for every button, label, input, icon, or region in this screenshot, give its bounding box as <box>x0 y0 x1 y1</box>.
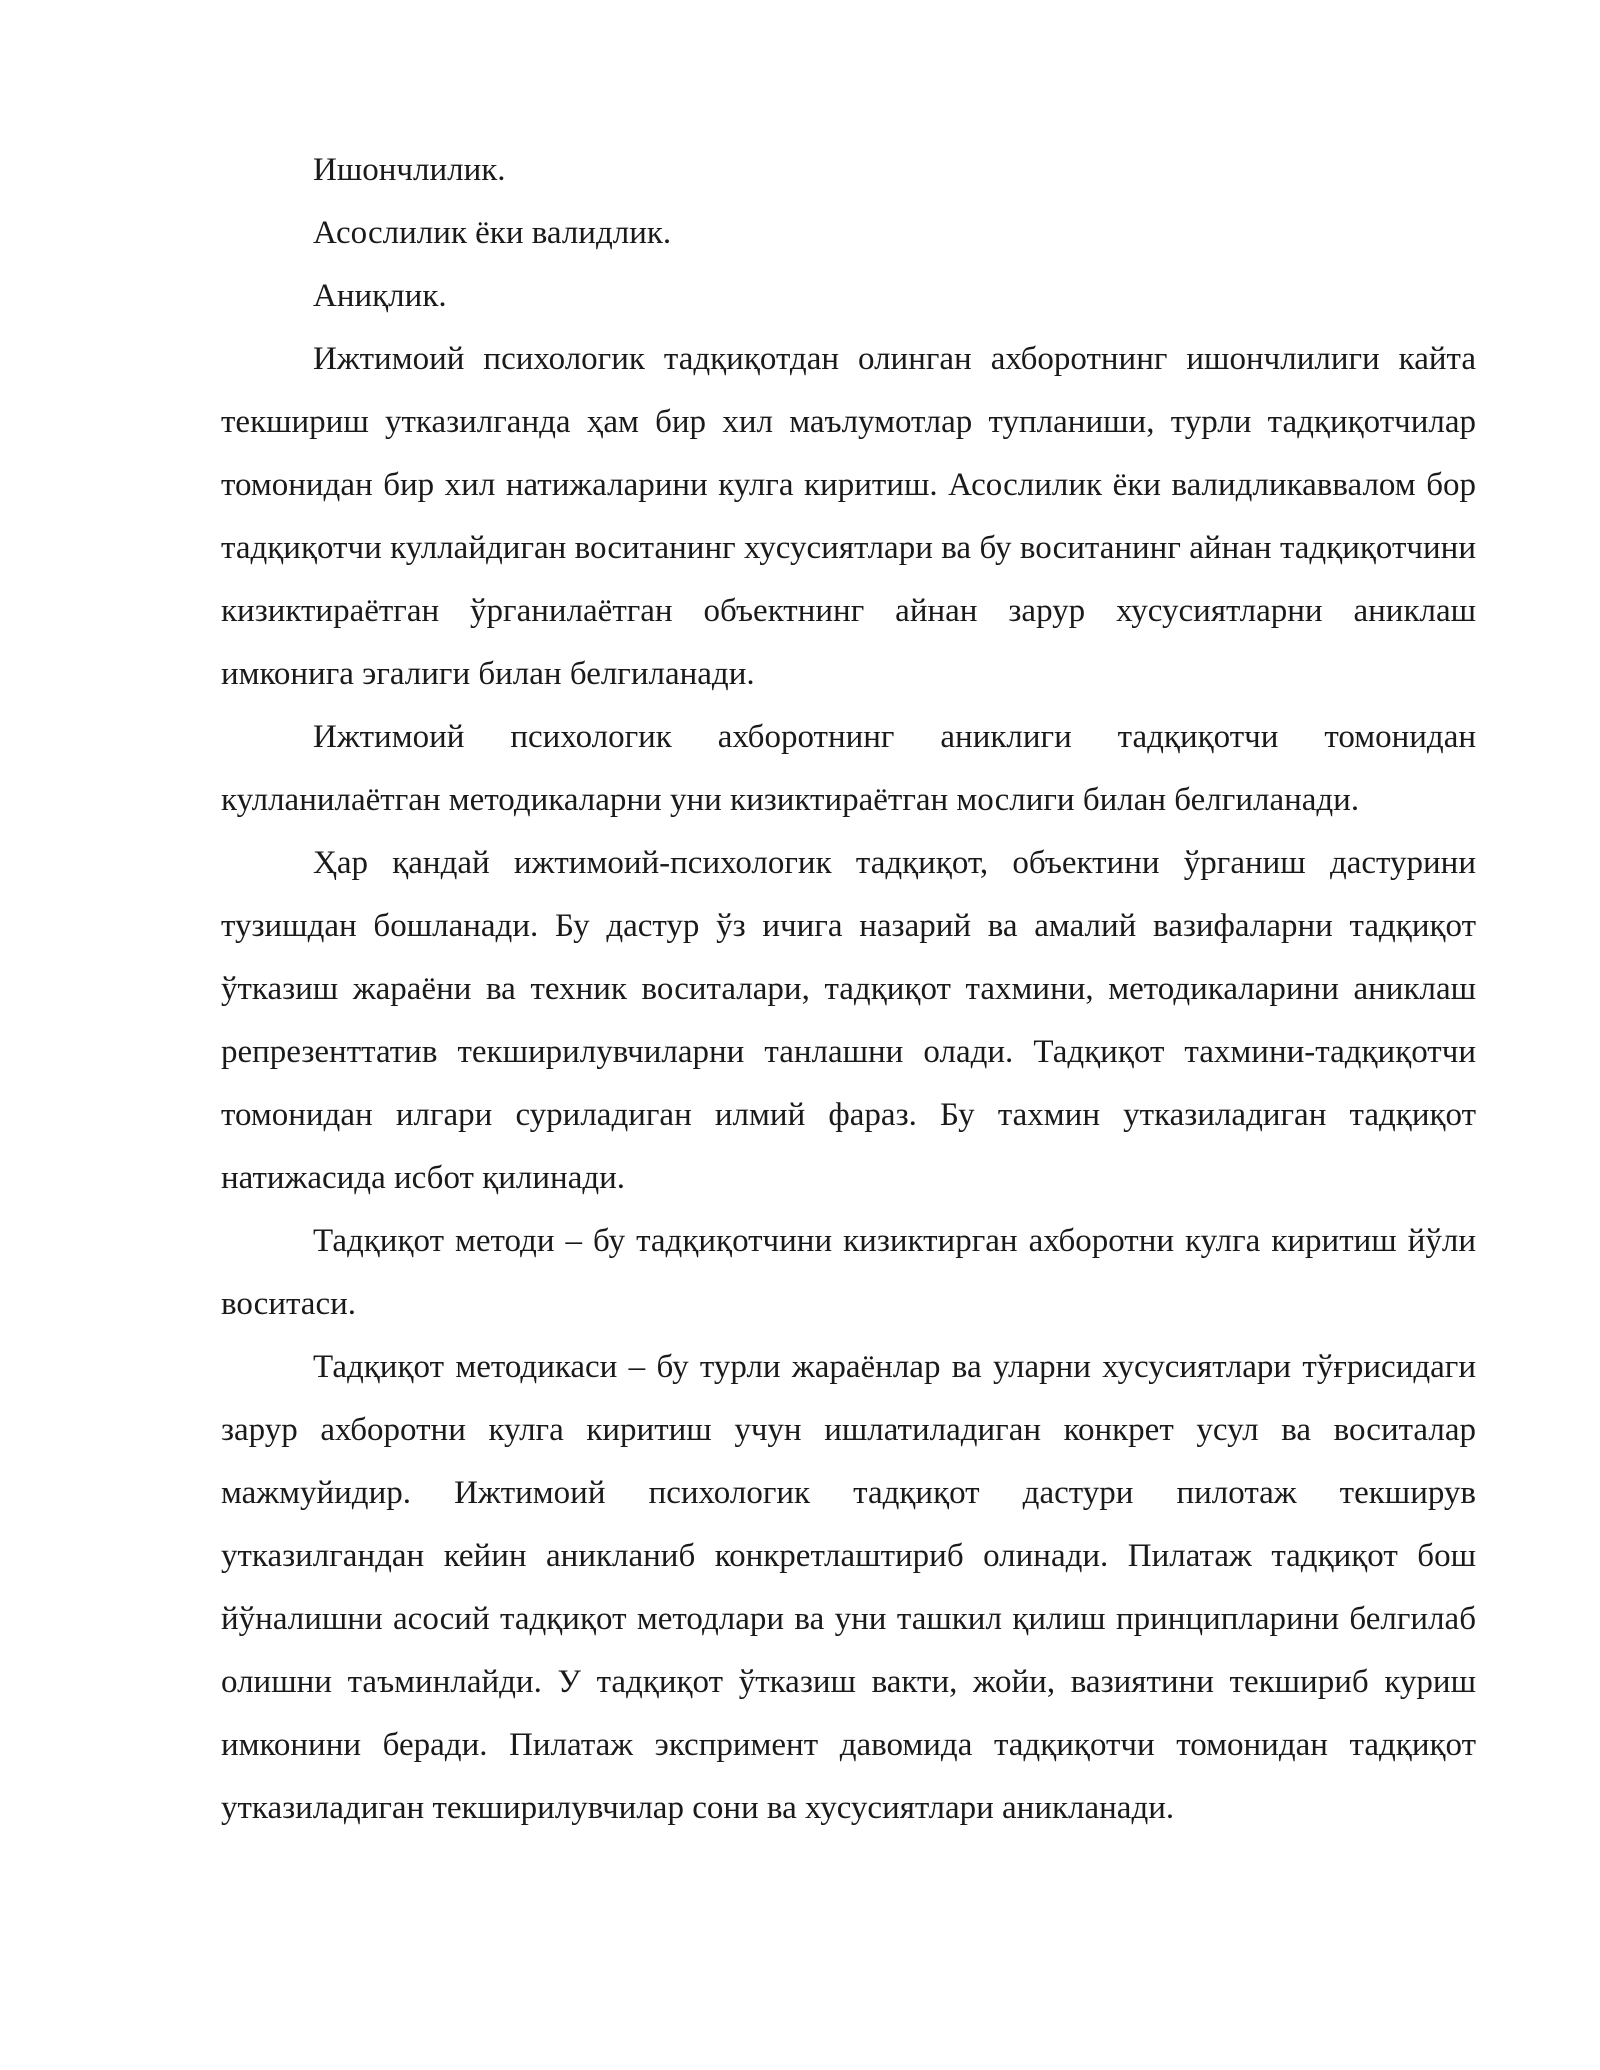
paragraph-research-method: Тадқиқот методи – бу тадқиқотчини кизиктирган ахборотни кулга киритиш йўли воситаси. <box>221 1223 1476 1322</box>
paragraph-reliability: Ишончлилик. <box>313 152 506 188</box>
paragraph-accuracy: Аниқлик. <box>313 278 447 314</box>
document-body <box>221 139 1476 1840</box>
paragraph-research-methodology: Тадқиқот методикаси – бу турли жараёнлар ва уларни хусусиятлари тўғрисидаги зарур ахборотни кулга киритиш учун ишлатиладиган конкрет усул ва воситалар мажмуйидир. Ижтимоий психологик тадқиқот дастури пилотаж текширув утказилгандан кейин аникланиб конкретлаштириб олинади. Пилатаж тадқиқот бош йўналишни асосий тадқиқот методлари ва уни ташкил қилиш принципларини белгилаб олишни таъминлайди. У тадқиқот ўтказиш вакти, жойи, вазиятини текшириб куриш имконини беради. Пилатаж экспримент давомида тадқиқотчи томонидан тадқиқот утказиладиган текширилувчилар сони ва хусусиятлари аникланади. <box>221 1349 1476 1826</box>
paragraph-reliability-definition: Ижтимоий психологик тадқиқотдан олинган ахборотнинг ишончлилиги кайта текшириш утказилганда ҳам бир хил маълумотлар тупланиши, турли тадқиқотчилар томонидан бир хил натижаларини кулга киритиш. Асослилик ёки валидликаввалом бор тадқиқотчи куллайдиган воситанинг хусусиятлари ва бу воситанинг айнан тадқиқотчини кизиктираётган ўрганилаётган объектнинг айнан зарур хусусиятларни аниклаш имконига эгалиги билан белгиланади. <box>221 341 1476 692</box>
paragraph-validity: Асослилик ёки валидлик. <box>313 215 672 251</box>
paragraph-research-program: Ҳар қандай ижтимоий-психологик тадқиқот, объектини ўрганиш дастурини тузишдан бошланади. Бу дастур ўз ичига назарий ва амалий вазифаларни тадқиқот ўтказиш жараёни ва техник воситалари, тадқиқот тахмини, методикаларини аниклаш репрезенттатив текширилувчиларни танлашни олади. Тадқиқот тахмини-тадқиқотчи томонидан илгари суриладиган илмий фараз. Бу тахмин утказиладиган тадқиқот натижасида исбот қилинади. <box>221 845 1476 1196</box>
paragraph-accuracy-definition: Ижтимоий психологик ахборотнинг аниклиги тадқиқотчи томонидан кулланилаётган методикаларни уни кизиктираётган мослиги билан белгиланади. <box>221 719 1476 818</box>
